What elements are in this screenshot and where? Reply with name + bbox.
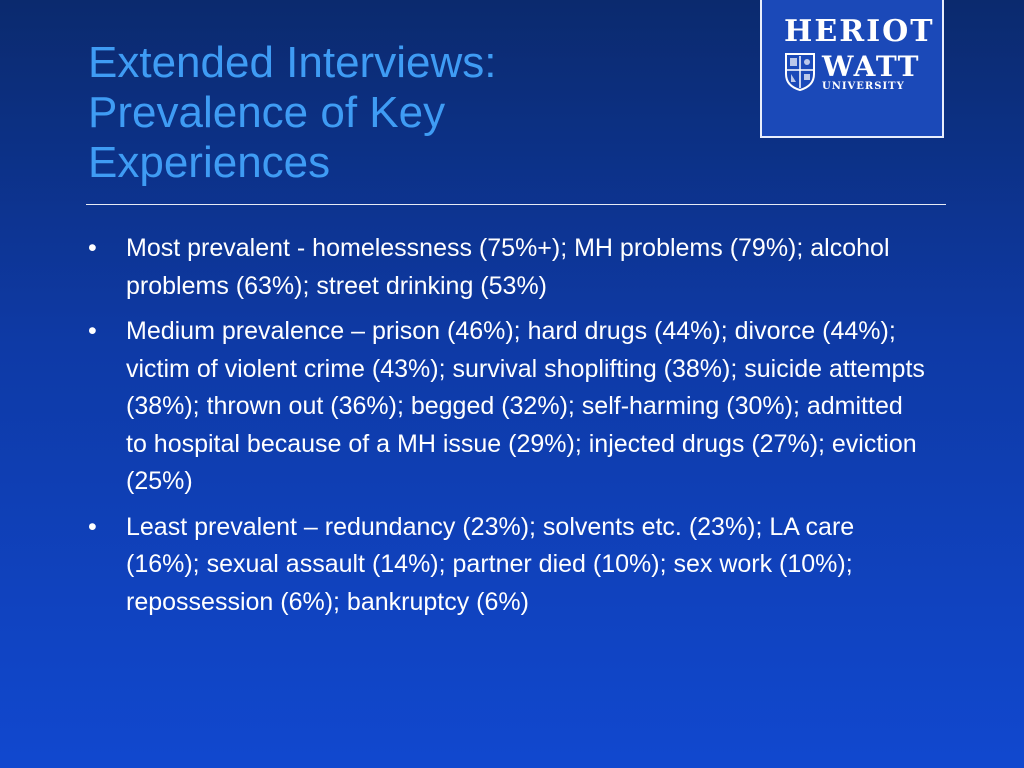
- bullet-dot-icon: •: [88, 234, 97, 262]
- bullet-text: Most prevalent - homelessness (75%+); MH problems (79%); alcohol problems (63%); street drinking (53%): [126, 234, 890, 300]
- bullet-item-least-prevalent: [88, 509, 928, 622]
- bullet-text: Medium prevalence – prison (46%); hard drugs (44%); divorce (44%); victim of violent crime (43%); survival shoplifting (38%); suicide attempts (38%); thrown out (36%); begged (32%); self-harming (30%); admitted to hospital because of a MH issue (29%); injected drugs (27%); eviction (25%): [126, 317, 925, 495]
- bullet-item-medium-prevalence: [88, 313, 928, 501]
- slide-title-line-2: Prevalence of Key: [88, 88, 446, 137]
- university-crest-icon: [784, 52, 816, 92]
- bullet-text: Least prevalent – redundancy (23%); solvents etc. (23%); LA care (16%); sexual assault (14%); partner died (10%); sex work (10%); repossession (6%); bankruptcy (6%): [126, 512, 855, 616]
- bullet-list: [88, 230, 928, 629]
- bullet-item-most-prevalent: [88, 230, 928, 305]
- logo-line-heriot: HERIOT: [784, 14, 935, 49]
- slide-title-line-1: Extended Interviews:: [88, 38, 497, 87]
- bullet-dot-icon: •: [88, 317, 97, 345]
- heriot-watt-logo: [760, 0, 944, 138]
- title-divider: [86, 204, 946, 205]
- bullet-dot-icon: •: [88, 512, 97, 541]
- slide-title-line-3: Experiences: [88, 138, 331, 187]
- logo-line-watt: WATT: [822, 50, 921, 83]
- slide-title: [88, 38, 728, 188]
- logo-line-university: UNIVERSITY: [822, 81, 905, 92]
